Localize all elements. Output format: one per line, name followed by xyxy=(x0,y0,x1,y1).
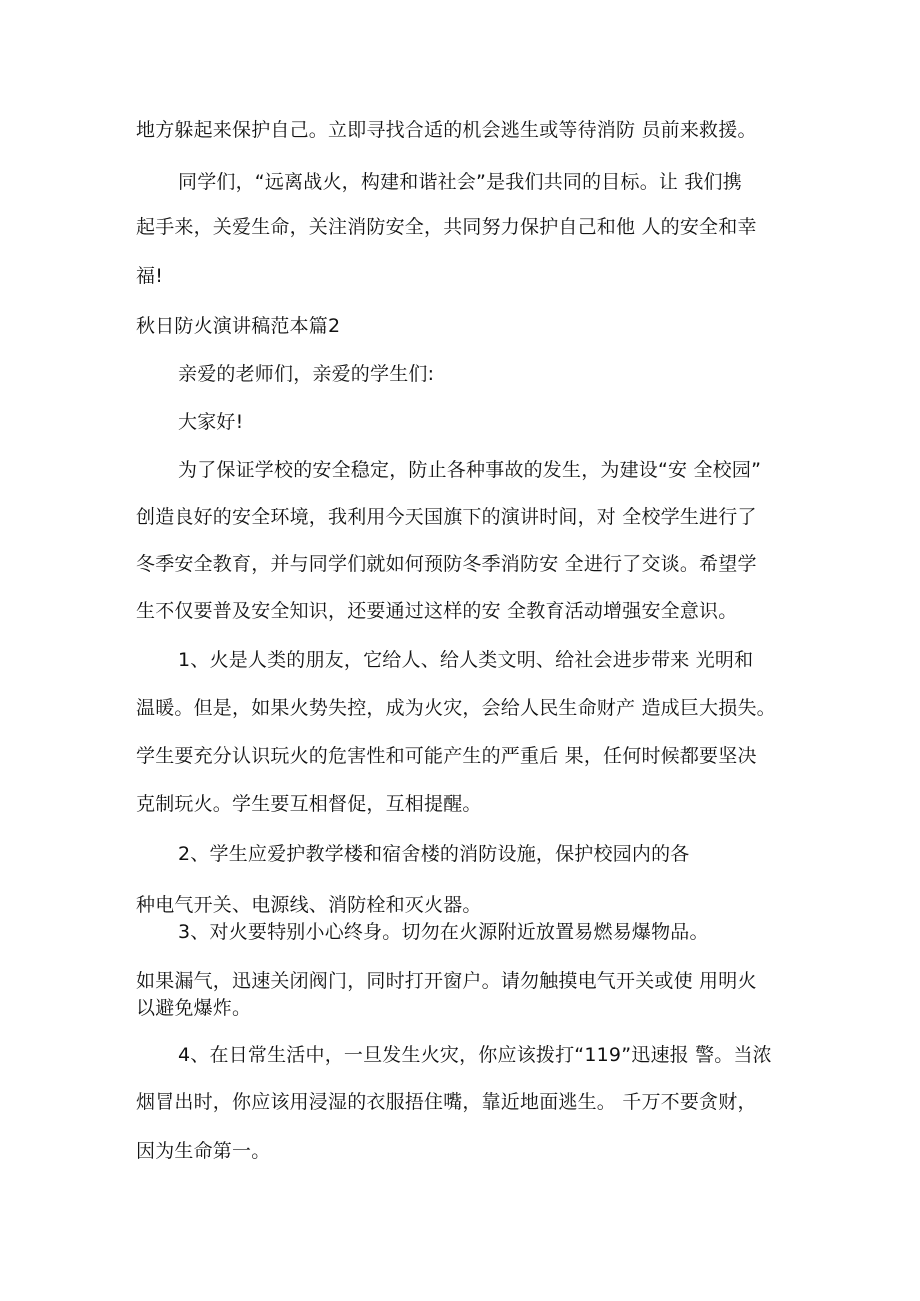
paragraph-line: 生不仅要普及安全知识，还要通过这样的安 全教育活动增强安全意识。 xyxy=(136,600,738,622)
section-heading: 秋日防火演讲稿范本篇2 xyxy=(136,315,341,337)
list-item-line: 1、火是人类的朋友，它给人、给人类文明、给社会进步带来 光明和 xyxy=(178,649,754,671)
list-item-line: 烟冒出时，你应该用浸湿的衣服捂住嘴，靠近地面逃生。 千万不要贪财， xyxy=(136,1091,757,1113)
paragraph-line: 地方躲起来保护自己。立即寻找合适的机会逃生或等待消防 员前来救援。 xyxy=(136,119,757,141)
paragraph-line: 创造良好的安全环境，我利用今天国旗下的演讲时间，对 全校学生进行了 xyxy=(136,506,757,528)
greeting-line: 大家好! xyxy=(178,411,244,433)
salutation-line: 亲爱的老师们，亲爱的学生们: xyxy=(178,363,435,385)
list-item-line: 温暖。但是，如果火势失控，成为火灾，会给人民生命财产 造成巨大损失。 xyxy=(136,697,776,719)
paragraph-line: 起手来，关爱生命，关注消防安全，共同努力保护自己和他 人的安全和幸 xyxy=(136,216,757,238)
list-item-line: 4、在日常生活中，一旦发生火灾，你应该拨打“119”迅速报 警。当浓 xyxy=(178,1044,772,1066)
list-item-line: 2、学生应爱护教学楼和宿舍楼的消防设施，保护校园内的各 xyxy=(178,843,690,865)
paragraph-line: 为了保证学校的安全稳定，防止各种事故的发生，为建设“安 全校园” xyxy=(178,459,762,481)
list-item-line: 以避免爆炸。 xyxy=(136,997,252,1019)
list-item-line: 种电气开关、电源线、消防栓和灭火器。 xyxy=(136,894,482,916)
paragraph-line: 冬季安全教育，并与同学们就如何预防冬季消防安 全进行了交谈。希望学 xyxy=(136,553,757,575)
list-item-line: 如果漏气，迅速关闭阀门，同时打开窗户。请勿触摸电气开关或使 用明火 xyxy=(136,970,757,992)
list-item-line: 学生要充分认识玩火的危害性和可能产生的严重后 果，任何时候都要坚决 xyxy=(136,745,757,767)
paragraph-line: 同学们，“远离战火，构建和谐社会”是我们共同的目标。让 我们携 xyxy=(178,171,742,193)
list-item-line: 3、对火要特别小心终身。切勿在火源附近放置易燃易爆物品。 xyxy=(178,921,709,943)
paragraph-line: 福! xyxy=(136,265,164,287)
list-item-line: 因为生命第一。 xyxy=(136,1140,271,1162)
list-item-line: 克制玩火。学生要互相督促，互相提醒。 xyxy=(136,793,482,815)
